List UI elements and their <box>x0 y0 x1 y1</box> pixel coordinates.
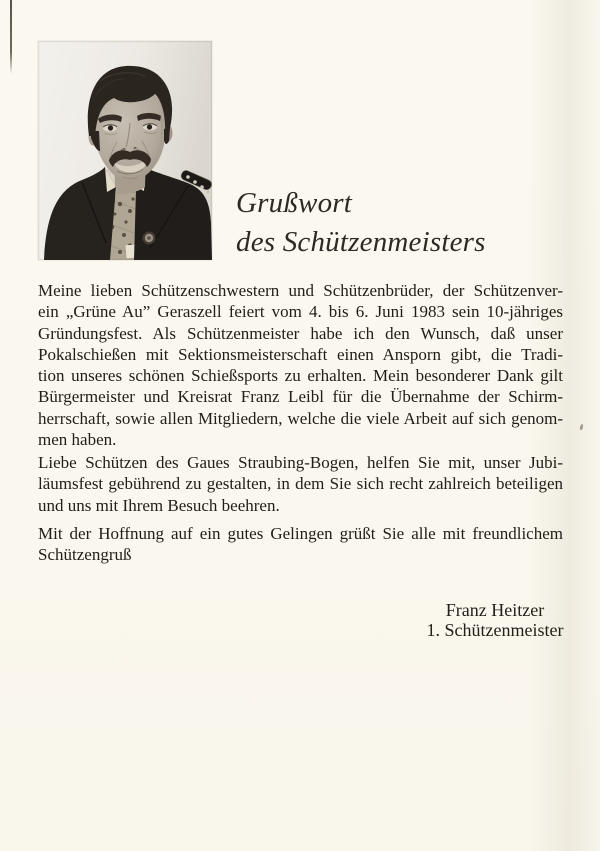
scan-artifact-speck <box>579 424 583 430</box>
paragraph-closing <box>38 523 563 566</box>
lapel-badge <box>143 232 156 245</box>
paragraph-invitation <box>38 452 563 516</box>
signature-block <box>390 601 600 640</box>
text-line: läumsfest gebührend zu gestalten, in dem Sie sich recht zahlreich beteiligen <box>38 474 563 494</box>
page-title-line1: Grußwort <box>236 187 353 219</box>
text-line: herrschaft, sowie allen Mitgliedern, welche die viele Arbeit auf sich genom- <box>38 408 563 428</box>
page-title-line2: des Schützenmeisters <box>236 226 486 258</box>
text-line: Schützengruß <box>38 545 132 565</box>
text-line: men haben. <box>38 430 117 450</box>
text-line: Meine lieben Schützenschwestern und Schützenbrüder, der Schützenver- <box>38 281 563 300</box>
page-title <box>236 184 486 262</box>
text-line: Mit der Hoffnung auf ein gutes Gelingen grüßt Sie alle mit freundlichem <box>38 524 563 543</box>
text-line: Gründungsfest. Als Schützenmeister habe ich den Wunsch, daß unser <box>38 323 563 343</box>
portrait-photo <box>38 41 212 260</box>
text-line: ein „Grüne Au” Geraszell feiert vom 4. bis 6. Juni 1983 sein 10-jähriges <box>38 302 563 322</box>
portrait-illustration <box>38 41 212 260</box>
text-line: Liebe Schützen des Gaues Straubing-Bogen, helfen Sie mit, unser Jubi- <box>38 453 563 472</box>
signature-role: 1. Schützenmeister <box>426 619 564 640</box>
scan-artifact-left-line <box>10 0 12 74</box>
signature-name: Franz Heitzer <box>445 600 545 620</box>
text-line: und uns mit Ihrem Besuch beehren. <box>38 495 280 515</box>
text-line: tion unseres schönen Schießsports zu erhalten. Mein besonderer Dank gilt <box>38 366 563 386</box>
shirt-peek <box>126 245 136 259</box>
text-line: Bürgermeister und Kreisrat Franz Leibl für die Übernahme der Schirm- <box>38 387 563 407</box>
paragraph-greeting <box>38 280 563 450</box>
text-line: Pokalschießen mit Sektionsmeisterschaft einen Ansporn gibt, die Tradi- <box>38 344 563 364</box>
